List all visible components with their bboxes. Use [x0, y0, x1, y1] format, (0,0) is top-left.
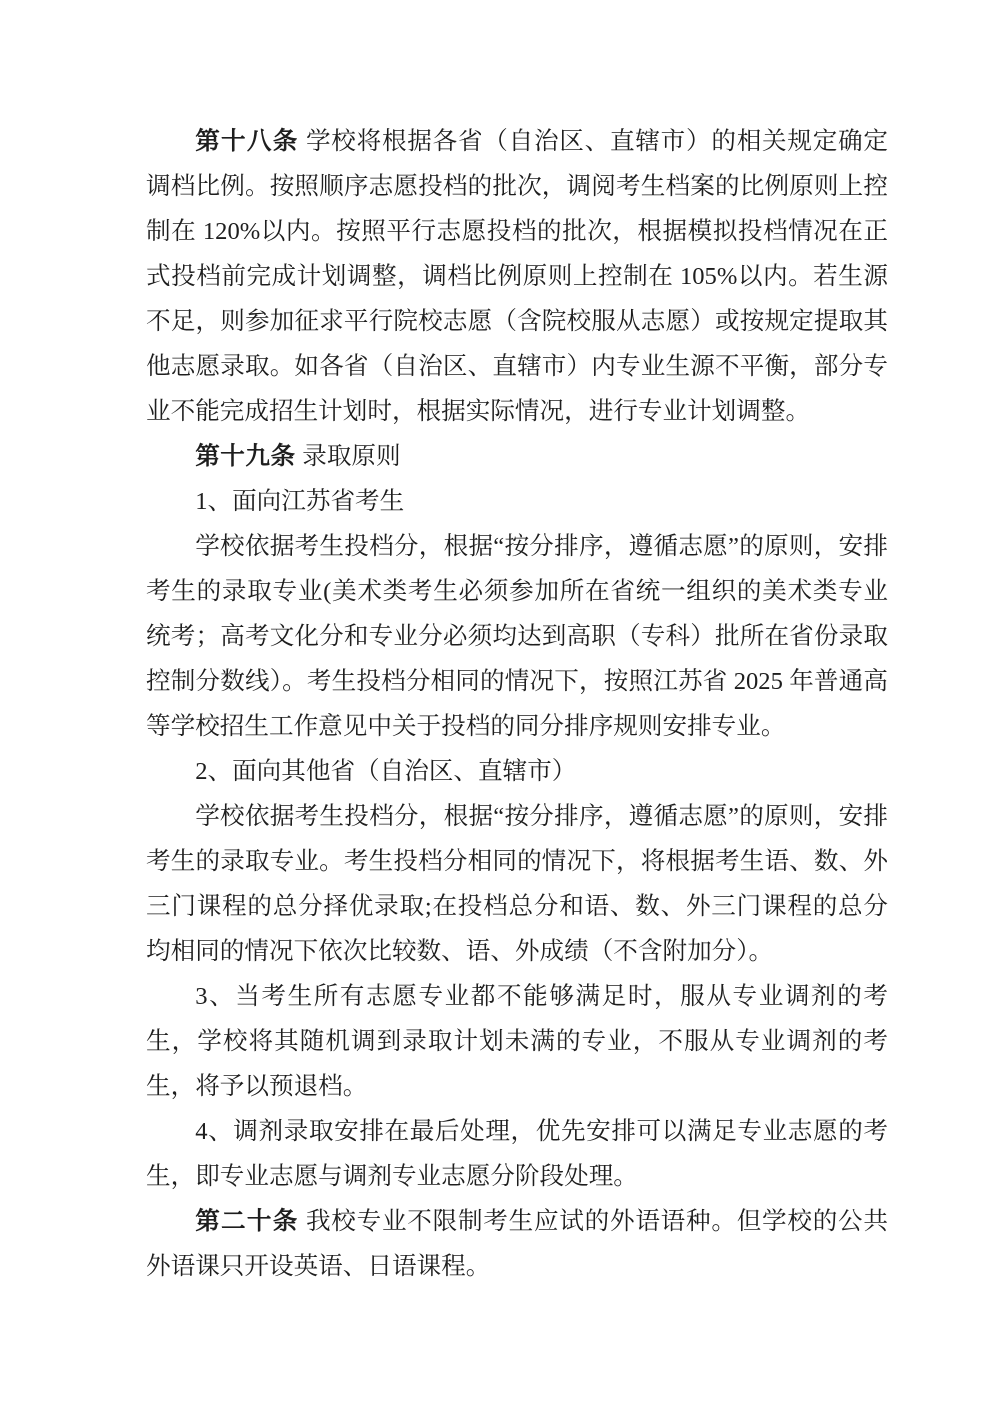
paragraph-text: 我校专业不限制考生应试的外语语种。但学校的公共外语课只开设英语、日语课程。	[146, 1208, 888, 1280]
paragraph-text: 学校将根据各省（自治区、直辖市）的相关规定确定调档比例。按照顺序志愿投档的批次，调阅考生档案的比例原则上控制在 120%以内。按照平行志愿投档的批次，根据模拟投档情况在正式投档前完成计划调整，调档比例原则上控制在 105%以内。若生源不足，则参加征求平行院校志愿（含院校服从志愿）或按规定提取其他志愿录取。如各省（自治区、直辖市）内专业生源不平衡，部分专业不能完成招生计划时，根据实际情况，进行专业计划调整。	[146, 128, 888, 425]
paragraph-article-18	[146, 119, 888, 434]
paragraph-item-1-body	[146, 524, 888, 749]
paragraph-text: 3、当考生所有志愿专业都不能够满足时，服从专业调剂的考生，学校将其随机调到录取计划未满的专业，不服从专业调剂的考生，将予以预退档。	[146, 983, 888, 1100]
paragraph-article-19	[146, 434, 888, 479]
paragraph-text: 学校依据考生投档分，根据“按分排序，遵循志愿”的原则，安排考生的录取专业(美术类考生必须参加所在省统一组织的美术类专业统考；高考文化分和专业分必须均达到高职（专科）批所在省份录取控制分数线）。考生投档分相同的情况下，按照江苏省 2025 年普通高等学校招生工作意见中关于投档的同分排序规则安排专业。	[146, 533, 888, 740]
paragraph-text: 2、面向其他省（自治区、直辖市）	[195, 758, 577, 785]
paragraph-text: 录取原则	[302, 443, 401, 470]
document-body	[146, 119, 888, 1289]
paragraph-text: 4、调剂录取安排在最后处理，优先安排可以满足专业志愿的考生，即专业志愿与调剂专业志愿分阶段处理。	[146, 1118, 888, 1190]
paragraph-item-1	[146, 479, 888, 524]
paragraph-text: 1、面向江苏省考生	[195, 488, 405, 515]
paragraph-item-2	[146, 749, 888, 794]
paragraph-item-4	[146, 1109, 888, 1199]
paragraph-text: 学校依据考生投档分，根据“按分排序，遵循志愿”的原则，安排考生的录取专业。考生投档分相同的情况下，将根据考生语、数、外三门课程的总分择优录取;在投档总分和语、数、外三门课程的总分均相同的情况下依次比较数、语、外成绩（不含附加分）。	[146, 803, 888, 965]
article-18-number: 第十八条	[195, 128, 306, 155]
article-19-number: 第十九条	[195, 443, 303, 470]
paragraph-item-2-body	[146, 794, 888, 974]
article-20-number: 第二十条	[195, 1208, 306, 1235]
paragraph-item-3	[146, 974, 888, 1109]
paragraph-article-20	[146, 1199, 888, 1289]
